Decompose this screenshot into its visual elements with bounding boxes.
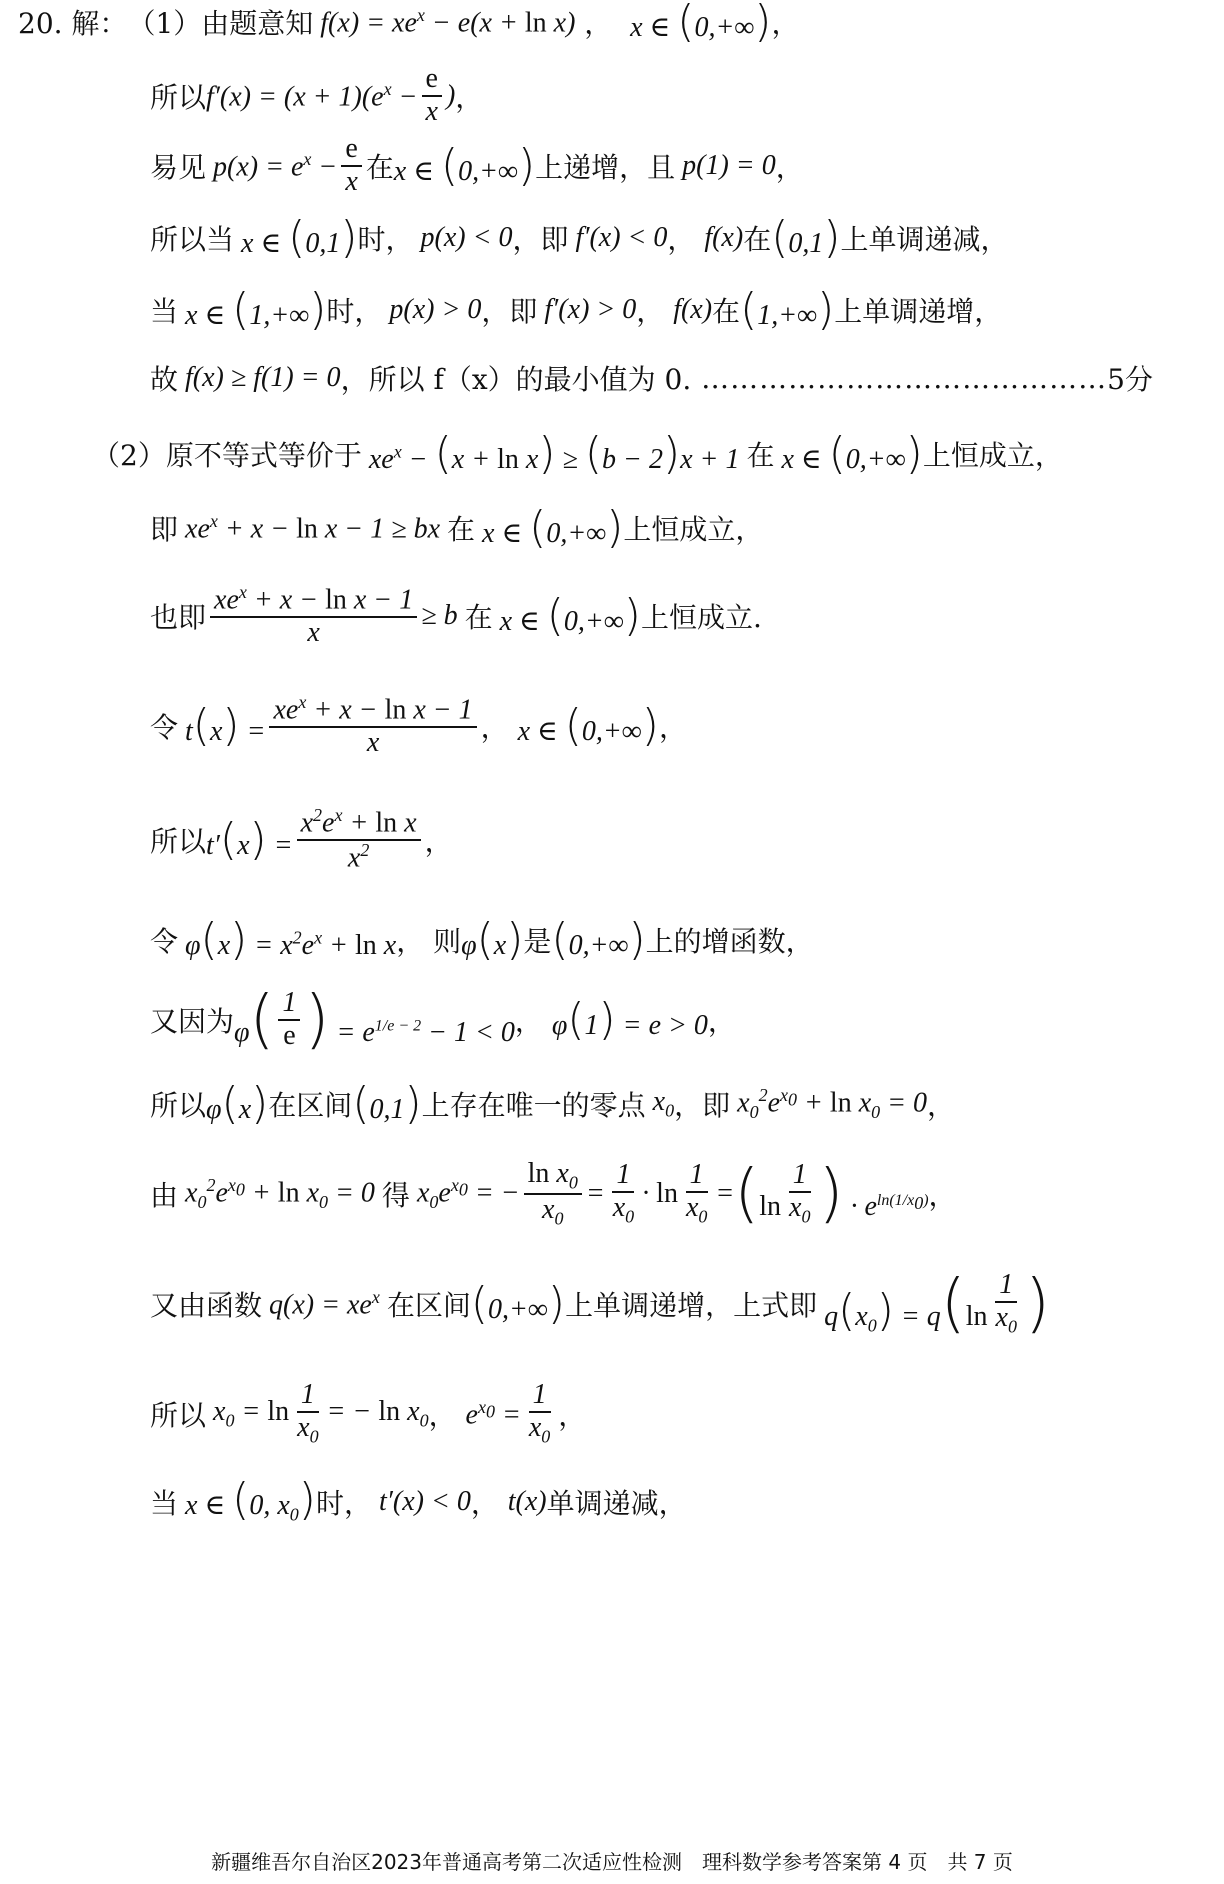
comma: ， <box>658 711 687 744</box>
frac-1-x0-b: $\frac{1}{x_0}$ <box>685 1159 708 1227</box>
text-mono-inc: 上递增，且 <box>535 151 676 184</box>
math-phi: φ(x) <box>461 914 524 965</box>
math-int-01: x ∈ (0,1) <box>234 212 358 263</box>
math-fmin: f(x) ≥ f(1) = 0 <box>178 362 341 393</box>
comma: ， <box>771 7 800 40</box>
text-mono-inc3: 上单调递增，上式即 <box>565 1289 818 1322</box>
math-f-def: $f(x) = xe^x - e(x + \ln x)$ <box>313 4 576 39</box>
math-q-eq: $q(x_0) = q(\ln$ <box>817 1266 988 1341</box>
text-namely: 即 <box>150 513 179 546</box>
text-ie-2: 即 <box>509 295 538 328</box>
comma: ， <box>455 81 484 114</box>
text-on-4: 在 <box>746 439 775 472</box>
text-holds: 上恒成立， <box>922 439 1063 472</box>
text-also-because: 又因为 <box>150 1005 235 1038</box>
math-domain-5: x ∈ (0,+∞) <box>492 590 641 641</box>
eq: = <box>585 1178 605 1209</box>
math-ineq-2: $xe^x + x - \ln x - 1$ ≥ bx <box>178 510 447 545</box>
frac-t-expr: $\frac{xe^x + x - \ln x - 1}{x}$ <box>210 583 417 649</box>
math-zero-eq: $x_0^2e^{x_0} + \ln x_0 = 0$ <box>730 1085 928 1122</box>
math-close: ) <box>445 80 456 111</box>
math-fprime: $f'(x) = (x + 1)(e^x$ − <box>206 78 418 113</box>
comma: ， <box>514 1005 552 1038</box>
math-fx-2: f(x) <box>673 294 713 325</box>
math-q-def: $q(x) = xe^x$ <box>262 1286 380 1321</box>
text-when-time: 时， <box>326 295 383 328</box>
math-x0: $x_0$ <box>645 1086 675 1121</box>
math-phi-def: $\varphi(x) = x^2e^x + \ln x$ <box>178 914 397 965</box>
math-fx: f(x) <box>704 222 744 253</box>
math-tprime: t′(x) = <box>206 814 293 865</box>
text-on-6: 在 <box>464 601 493 634</box>
line-1 <box>18 0 799 62</box>
text-get: 得 <box>381 1179 410 1212</box>
math-int-1inf-b: (1,+∞) <box>740 284 835 335</box>
text-on-5: 在 <box>447 513 476 546</box>
comma: ， <box>927 1089 956 1122</box>
line-13 <box>150 980 736 1060</box>
comma: ， <box>667 223 705 256</box>
line-8 <box>150 488 763 568</box>
dot-ln: · ln <box>642 1178 678 1209</box>
math-ex0: $e^{x_0}$ = <box>465 1396 521 1431</box>
math-p1: p(1) = 0 <box>675 150 776 181</box>
line-7 <box>92 414 1063 494</box>
text-also-fn: 又由函数 <box>150 1289 263 1322</box>
text-therefore: 故 <box>150 363 179 396</box>
text-holds-2: 上恒成立， <box>623 513 764 546</box>
text-so-2: 所以 <box>150 825 207 858</box>
frac-1-x0: $\frac{1}{x_0}$ <box>612 1159 635 1227</box>
score: 5分 <box>1107 363 1153 396</box>
line-11 <box>150 800 453 880</box>
line-16 <box>150 1264 1050 1344</box>
comma: ， <box>481 295 510 328</box>
math-int-01c: (0,1) <box>352 1078 422 1129</box>
line-2 <box>150 56 483 136</box>
text-mono-dec: 上单调递减， <box>840 223 1009 256</box>
math-int-0inf: (0,+∞) <box>551 914 646 965</box>
line-15 <box>150 1154 957 1234</box>
math-paren-ln: (ln <box>734 1157 782 1231</box>
math-domain-3: x ∈ (0,+∞) <box>774 428 923 479</box>
frac-1-x0-e: $\frac{1}{x_0}$ <box>297 1379 319 1447</box>
frac-1-over-e: $\frac{1}{e}$ <box>278 988 300 1052</box>
comma: ， <box>470 1487 508 1520</box>
text-so-4: 所以 <box>150 1399 207 1432</box>
line-18 <box>150 1462 687 1542</box>
line-6 <box>150 338 1153 418</box>
math-int-0inf-2: (0,+∞) <box>470 1278 566 1329</box>
comma: ， <box>512 223 541 256</box>
text-ie-3: 即 <box>702 1089 731 1122</box>
comma: ， <box>428 1399 466 1432</box>
text-then: 则 <box>433 925 462 958</box>
line-3 <box>150 126 804 206</box>
math-x0-eq: $x_0 = \ln$ <box>206 1396 290 1431</box>
text-on-3: 在 <box>712 295 741 328</box>
text-inc-fn: 上的增函数， <box>645 925 814 958</box>
text-so: 所以 <box>150 81 207 114</box>
leader-dots: …………………………………… <box>691 361 1108 395</box>
text-on: 在 <box>365 151 394 184</box>
line-4 <box>150 198 1009 278</box>
comma: ， <box>674 1089 703 1122</box>
math-int-01b: (0,1) <box>771 212 841 263</box>
math-neg-ln: = − $\ln x_0$ <box>326 1396 429 1431</box>
text-intro: 由题意知 <box>201 7 314 40</box>
text-when-3: 当 <box>150 1487 179 1520</box>
comma: ， <box>340 363 369 396</box>
math-from-eq: $x_0^2e^{x_0} + \ln x_0 = 0$ <box>178 1175 382 1212</box>
page-footer: 新疆维吾尔自治区2023年普通高考第二次适应性检测 理科数学参考答案第 4 页 共 7 页 <box>211 1850 1013 1874</box>
math-tp-neg: t′(x) < 0 <box>371 1486 471 1517</box>
text-ie: 即 <box>540 223 569 256</box>
math-int-0x0: x ∈ (0, $x_0$) <box>178 1474 316 1526</box>
problem-number: 20. 解： <box>18 7 128 40</box>
comma: ， <box>707 1005 736 1038</box>
part-1-label: （1） <box>127 7 202 40</box>
line-9 <box>150 576 762 656</box>
math-fp-pos: f′(x) > 0 <box>537 294 637 325</box>
frac-1-x0-f: $\frac{1}{x_0}$ <box>528 1379 551 1447</box>
text-is: 是 <box>523 925 552 958</box>
line-10 <box>150 686 687 766</box>
comma: ， <box>636 295 674 328</box>
math-domain-6: x ∈ (0,+∞) <box>517 700 659 751</box>
comma: ， <box>396 925 434 958</box>
math-int-1inf: x ∈ (1,+∞) <box>178 284 327 335</box>
frac-t-def: $\frac{xe^x + x - \ln x - 1}{x}$ <box>269 693 476 759</box>
part-2-label: （2） <box>92 439 166 472</box>
line-14 <box>150 1064 955 1144</box>
text-orig-ineq: 原不等式等价于 <box>165 439 362 472</box>
math-domain-4: x ∈ (0,+∞) <box>475 502 624 553</box>
text-let-2: 令 <box>150 925 179 958</box>
math-phi-2: φ(x) <box>206 1078 269 1129</box>
text-so-when: 所以当 <box>150 223 235 256</box>
frac-1-x0-d: $\frac{1}{x_0}$ <box>995 1269 1017 1337</box>
sep: ， <box>575 7 631 40</box>
text-in-interval: 在区间 <box>268 1089 353 1122</box>
math-t-def: t(x) = <box>178 700 266 751</box>
text-t-dec: 单调递减， <box>546 1487 687 1520</box>
text-so-3: 所以 <box>150 1089 207 1122</box>
frac-1-x0-c: $\frac{1}{x_0}$ <box>789 1159 811 1227</box>
math-exp-ln: ) · $e^{ln(1/x_0)}$ <box>818 1157 929 1231</box>
text-fmin: 所以 f（x）的最小值为 0. <box>368 363 692 396</box>
text-when-2: 当 <box>150 295 179 328</box>
math-ge-b: ≥ b <box>421 600 465 631</box>
text-let: 令 <box>150 711 179 744</box>
frac-lnx0-x0: $\frac{\ln x_0}{x_0}$ <box>524 1159 582 1230</box>
text-holds-end: 上恒成立. <box>640 601 762 634</box>
close-paren: ) <box>1024 1267 1050 1341</box>
comma: ， <box>775 151 804 184</box>
math-tx: t(x) <box>507 1486 547 1517</box>
text-from: 由 <box>150 1179 179 1212</box>
math-phi-1e: φ( <box>234 983 275 1057</box>
math-phi-1e-val: ) = $e^{1/e - 2} - 1 < 0$ <box>304 983 515 1057</box>
text-easy-see: 易见 <box>150 151 207 184</box>
text-when-time-2: 时， <box>315 1487 372 1520</box>
eq-2: = <box>715 1178 735 1209</box>
math-fp-neg: f′(x) < 0 <box>568 222 668 253</box>
math-domain: x ∈ (0,+∞) <box>630 0 772 47</box>
comma: ， <box>424 825 453 858</box>
math-domain-2: x ∈ (0,+∞) <box>393 140 536 191</box>
math-ineq: $xe^x - (x + \ln x) \ge (b - 2)x + 1$ <box>361 428 747 479</box>
math-p-def: $p(x) = e^x$ − <box>206 148 338 183</box>
text-also-namely: 也即 <box>150 601 207 634</box>
frac-e-over-x-2: $\frac{e}{x}$ <box>341 134 361 198</box>
frac-e-over-x: $\frac{e}{x}$ <box>422 64 442 128</box>
frac-tprime: $\frac{x^2e^x + \ln x}{x^2}$ <box>297 806 421 874</box>
math-x0e: $x_0e^{x_0}$ = − <box>409 1175 520 1212</box>
text-mono-inc2: 上单调递增， <box>834 295 1003 328</box>
math-phi1: φ(1) = e > 0 <box>551 994 708 1045</box>
text-on-2: 在 <box>743 223 772 256</box>
math-p-pos: p(x) > 0 <box>382 294 482 325</box>
comma: ， <box>558 1399 587 1432</box>
comma: ， <box>480 711 518 744</box>
text-when: 时， <box>357 223 414 256</box>
line-12 <box>150 900 814 980</box>
line-17 <box>150 1374 586 1454</box>
math-p-neg: p(x) < 0 <box>413 222 513 253</box>
text-in-interval-2: 在区间 <box>386 1289 471 1322</box>
comma: ， <box>928 1179 957 1212</box>
text-unique-zero: 上存在唯一的零点 <box>421 1089 646 1122</box>
